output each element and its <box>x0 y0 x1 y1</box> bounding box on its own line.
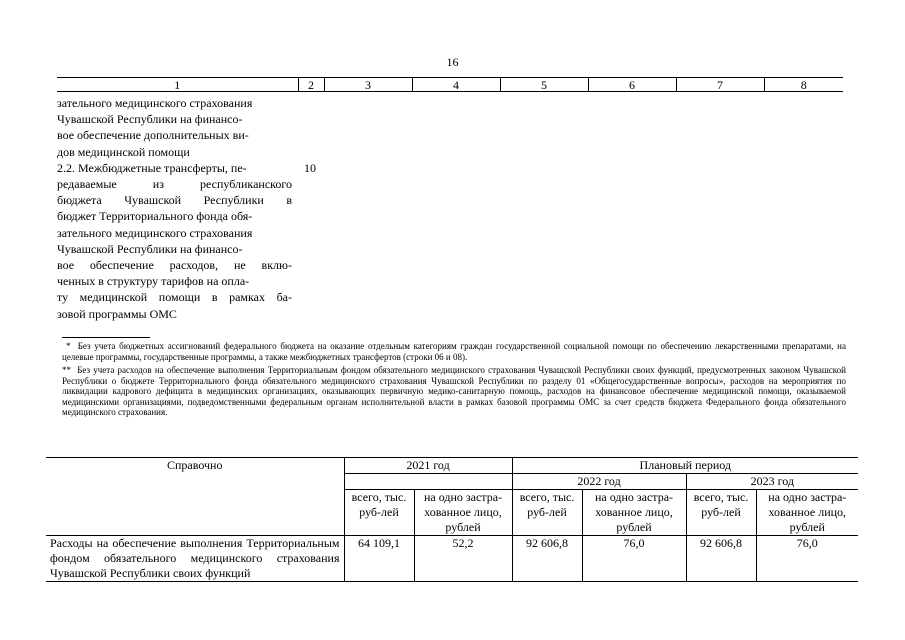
main-table <box>57 77 843 322</box>
text-line: Чувашской Республики на финансо- <box>57 241 243 256</box>
footnote <box>62 341 846 362</box>
year-2021-header: 2021 год <box>344 458 512 474</box>
year-2022-header: 2022 год <box>512 474 686 490</box>
reference-table <box>46 457 858 582</box>
total-column-header: всего, тыс. руб-лей <box>512 490 582 536</box>
text-line: дов медицинской помощи <box>57 144 190 159</box>
row-description <box>57 160 298 322</box>
value-cell: 52,2 <box>414 536 512 582</box>
table-row <box>57 92 843 160</box>
value-cell: 92 606,8 <box>686 536 756 582</box>
column-number: 1 <box>57 78 298 92</box>
text-line: ту медицинской помощи в рамках ба- <box>57 290 292 305</box>
text-line: вое обеспечение дополнительных ви- <box>57 128 249 143</box>
text-line: 2.2. Межбюджетные трансферты, пе- <box>57 160 247 175</box>
total-column-header: всего, тыс. руб-лей <box>344 490 414 536</box>
column-number: 7 <box>676 78 764 92</box>
value-cell: 92 606,8 <box>512 536 582 582</box>
text-line: зовой программы ОМС <box>57 306 177 321</box>
text-line: зательного медицинского страхования <box>57 96 253 110</box>
per-person-column-header: на одно застра-хованное лицо, рублей <box>582 490 686 536</box>
year-2023-header: 2023 год <box>686 474 858 490</box>
text-line: ченных в структуру тарифов на опла- <box>57 274 250 289</box>
footnote-mark: * <box>66 341 71 351</box>
value-cell: 76,0 <box>756 536 858 582</box>
row-code: 10 <box>304 160 316 175</box>
footnote-text: Без учета расходов на обеспечение выполнения Территориальным фондом обязательного медицинского страхования Чувашской Республики своих функций, предусмотренных законом Чувашской Республики о бюджете Территориального фонда обязательного медицинского страхования Чувашской Республики по разделу 01 «Общегосударственные вопросы», расходов на мероприятия по ликвидации кадрового дефицита в медицинских организациях, оказывающих первичную медико-санитарную помощь, расходов на финансовое обеспечение медицинской помощи, оказываемой медицинскими организациями, подведомственными федеральным органам исполнительной власти в рамках базовой программы ОМС за счет средств бюджета Федерального фонда обязательного медицинского страхования. <box>62 365 846 418</box>
table-row <box>46 536 858 582</box>
row-description <box>57 92 298 160</box>
text-line: зательного медицинского страхования <box>57 225 253 240</box>
text-line: бюджет Территориального фонда обя- <box>57 209 253 224</box>
column-number: 5 <box>500 78 588 92</box>
text-line: вое обеспечение расходов, не вклю- <box>57 258 292 273</box>
header-row <box>46 458 858 474</box>
column-number: 8 <box>764 78 843 92</box>
reference-header-label: Справочно <box>46 458 344 536</box>
text-line: бюджета Чувашской Республики в <box>57 193 292 208</box>
footnote <box>62 365 846 418</box>
column-number-row <box>57 78 843 92</box>
column-number: 6 <box>588 78 676 92</box>
footnote-text: Без учета бюджетных ассигнований федерального бюджета на оказание отдельным категориям граждан государственной социальной помощи по обеспечению лекарственными препаратами, на целевые программы, государственные программы, а также межбюджетных трансфертов (строки 06 и 08). <box>62 341 846 362</box>
value-cell: 64 109,1 <box>344 536 414 582</box>
row-code <box>298 92 324 160</box>
page-number: 16 <box>446 55 459 69</box>
footnote-mark: ** <box>62 365 71 375</box>
footnote-separator <box>62 337 150 338</box>
column-number: 3 <box>324 78 412 92</box>
row-label: Расходы на обеспечение выполнения Территориальным фондом обязательного медицинского страхования Чувашской Республики своих функций <box>46 536 344 582</box>
per-person-column-header: на одно застра-хованное лицо, рублей <box>414 490 512 536</box>
per-person-column-header: на одно застра-хованное лицо, рублей <box>756 490 858 536</box>
value-cell: 76,0 <box>582 536 686 582</box>
table-row <box>57 160 843 322</box>
column-number: 4 <box>412 78 500 92</box>
text-line: Чувашской Республики на финансо- <box>57 112 243 127</box>
text-line: редаваемые из республиканского <box>57 177 292 192</box>
planned-period-header: Плановый период <box>512 458 858 474</box>
total-column-header: всего, тыс. руб-лей <box>686 490 756 536</box>
column-number: 2 <box>298 78 324 92</box>
